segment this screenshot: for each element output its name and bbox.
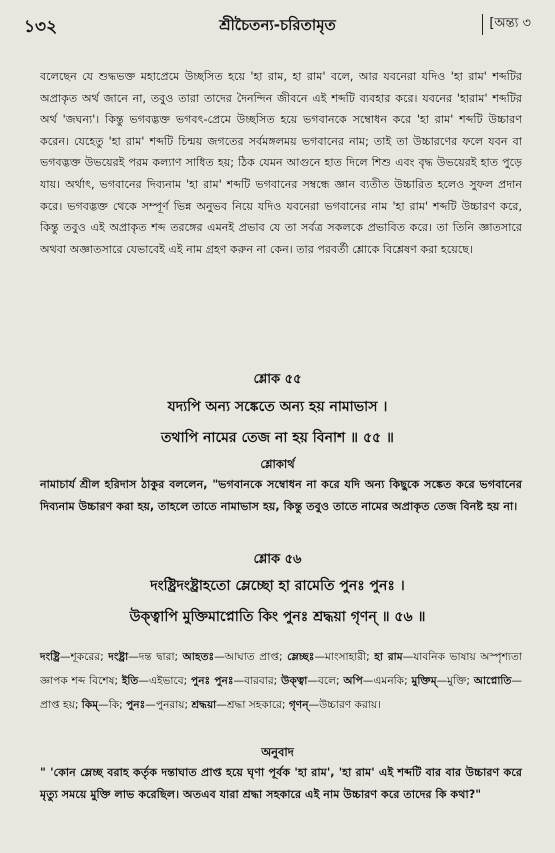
synonym-meaning: এমনকি; [373,675,412,687]
synonym-word: ম্লেচ্ছঃ [287,651,315,663]
synonym-meaning: শ্রদ্ধা সহকারে; [226,699,289,711]
synonym-word: দংষ্ট্রি [40,651,60,663]
verse-56-translation-heading: অনুবাদ [261,745,294,759]
synonym-meaning: দন্ত দ্বারা; [138,651,183,663]
verse-56-line-1: দংষ্ট্রিদংষ্ট্রাহতো ম্লেচ্ছো হা রামেতি পুনঃ পুনঃ । [150,578,405,594]
synonym-word: আহতঃ [182,651,215,663]
page-header [24,14,531,38]
synonym-word: আপ্নোতি [473,675,512,687]
verse-55-meaning: নামাচার্য শ্রীল হরিদাস ঠাকুর বললেন, "ভগবানকে সম্বোধন না করে যদি অন্য কিছুকে সঙ্কেত করে ভগবানের দিব্যনাম উচ্চারণ করা হয়, তাহলে তাতে নামাভাস হয়, কিন্তু তবুও তাতে নামের অপ্রাকৃত তেজ বিনষ্ট হয় না। [40,478,522,513]
synonym-meaning: আঘাত প্রাপ্ত; [224,651,288,663]
synonym-meaning: উচ্চারণ করায়। [319,699,381,711]
synonym-meaning: কি; [108,699,127,711]
synonym-word: অপি [343,675,363,687]
verse-55-heading: শ্লোক ৫৫ [253,372,302,387]
verse-55-line-1: যদ্যপি অন্য সঙ্কেতে অন্য হয় নামাভাস । [167,399,388,415]
synonym-meaning: বারবার; [244,675,282,687]
page-number: ১৩২ [24,17,58,37]
synonym-meaning: শূকরের; [70,651,109,663]
synonym-word: কিম্ [81,699,99,711]
verse-55-line-2: তথাপি নামের তেজ না হয় বিনাশ ॥ ৫৫ ॥ [161,430,394,446]
verse-56-synonyms: দংষ্ট্রি—শূকরের; দংষ্ট্রা—দন্ত দ্বারা; আহতঃ—আঘাত প্রাপ্ত; ম্লেচ্ছঃ—মাংসাহারী; হা রাম—যাবনিক ভাষায় অস্পৃশ্যতা জ্ঞাপক শব্দ বিশেষ; ইতি—এইভাবে; পুনঃ পুনঃ—বারবার; উক্ত্বা—বলে; অপি—এমনকি; মুক্তিম্—মুক্তি; আপ্নোতি—প্রাপ্ত হয়; কিম্—কি; পুনঃ—পুনরায়; শ্রদ্ধয়া—শ্রদ্ধা সহকারে; গৃণন্—উচ্চারণ করায়। [40,651,522,711]
section-reference: [অন্ত্য ৩ [482,14,531,35]
synonym-word: পুনঃ পুনঃ [191,675,234,687]
synonym-meaning: পুনরায়; [155,699,192,711]
synonym-word: উক্ত্বা [281,675,308,687]
synonym-meaning: প্রাপ্ত হয়; [40,699,82,711]
intro-paragraph: বলেছেন যে শুদ্ধভক্ত মহাপ্রেমে উচ্ছসিত হয়ে 'হা রাম, হা রাম' বলে, আর যবনেরা যদিও 'হা রাম' শব্দটির অপ্রাকৃত অর্থ জানে না, তবুও তারা তাদের দৈনন্দিন জীবনে এই শব্দটি ব্যবহার করে। যবনের 'হারাম' শব্দটির অর্থ 'জঘন্য'। কিন্তু ভগবদ্ভক্ত ভগবৎ-প্রেমে উচ্ছসিত হয়ে ভগবানকে সম্বোধন করে 'হা রাম' শব্দটি উচ্চারণ করেন। যেহেতু 'হা রাম' শব্দটি চিন্ময় জগতের সর্বমঙ্গলময় ভগবানের নাম; তাই তা উচ্চারণের ফলে যবন বা ভগবদ্ভক্ত উভয়েরই পরম কল্যাণ সাধিত হয়; ঠিক যেমন আগুনে হাত দিলে শিশু এবং বৃদ্ধ উভয়েরই হাত পুড়ে যায়। অর্থাৎ, ভগবানের দিব্যনাম 'হা রাম' শব্দটি ভগবানের সম্বন্ধে জ্ঞান ব্যতীত উচ্চারিত হলেও সুফল প্রদান করে। ভগবদ্ভক্ত থেকে সম্পূর্ণ ভিন্ন অনুভব নিয়ে যদিও যবনেরা ভগবানের নাম 'হা রাম' শব্দটি উচ্চারণ করে, কিন্তু তবুও এই অপ্রাকৃত শব্দ তরঙ্গের এমনই প্রভাব যে তা সর্বত্র সকলকে প্রভাবিত করে। তা তিনি জ্ঞাতসারে অথবা অজ্ঞাতসারে যেভাবেই এই নাম গ্রহণ করুন না কেন। তার পরবর্তী শ্লোকে বিশ্লেষণ করা হয়েছে। [40,70,522,256]
synonym-word: গৃণন্ [288,699,309,711]
synonym-meaning: মাংসাহারী; [325,651,375,663]
synonym-word: হা রাম [374,651,403,663]
synonym-word: শ্রদ্ধয়া [191,699,217,711]
synonym-word: ইতি [121,675,139,687]
verse-55-meaning-heading: শ্লোকার্থ [260,457,295,471]
synonym-word: মুক্তিম্ [411,675,437,687]
synonym-meaning: এইভাবে; [148,675,192,687]
synonym-word: পুনঃ [126,699,146,711]
running-title: শ্রীচৈতন্য-চরিতামৃত [219,16,336,34]
verse-56-heading: শ্লোক ৫৬ [253,552,302,567]
synonym-meaning: বলে; [317,675,344,687]
verse-56-translation: " 'কোন ম্লেচ্ছ বরাহ কর্তৃক দন্তাঘাত প্রাপ্ত হয়ে ঘৃণা পূর্বক 'হা রাম', 'হা রাম' এই শব্দটি বার বার উচ্চারণ করে মৃত্যু সময়ে মুক্তি লাভ করেছিল। অতএব যারা শ্রদ্ধা সহকারে এই নাম উচ্চারণ করে তাদের কি কথা?" [40,766,522,801]
verse-56-line-2: উক্ত্বাপি মুক্তিমাপ্নোতি কিং পুনঃ শ্রদ্ধয়া গৃণন্ ॥ ৫৬ ॥ [129,609,426,625]
synonym-meaning: যাবনিক ভাষায় অস্পৃশ্যতা জ্ঞাপক শব্দ বিশেষ; [40,651,522,687]
synonym-word: দংষ্ট্রা [108,651,129,663]
synonym-meaning: মুক্তি; [447,675,474,687]
